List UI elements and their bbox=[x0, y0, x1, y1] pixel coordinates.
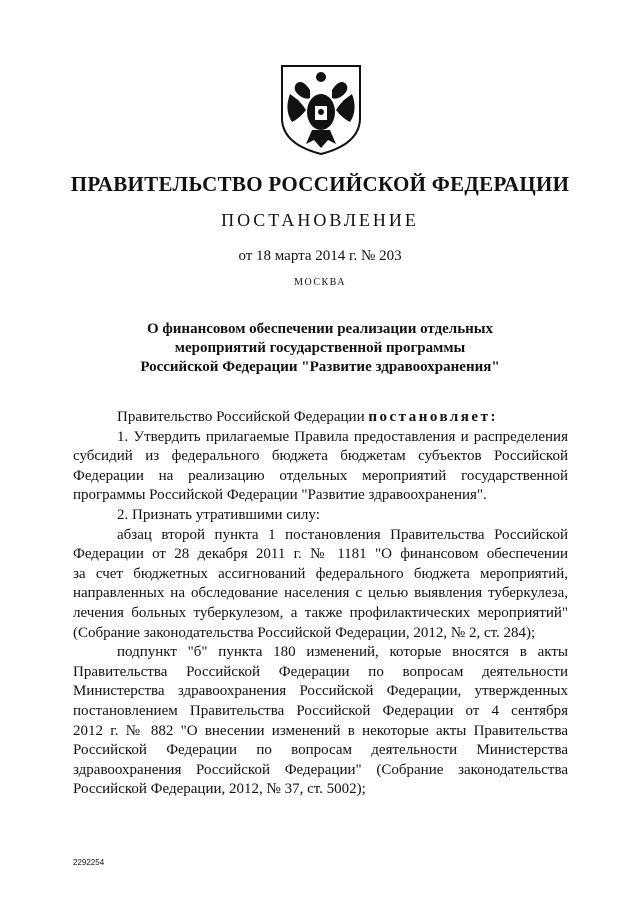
document-code: 2292254 bbox=[73, 858, 105, 867]
document-city: МОСКВА bbox=[294, 277, 346, 288]
intro-text: Правительство Российской Федерации bbox=[117, 409, 369, 425]
paragraph-line: Федерации от 28 декабря 2011 г. № 1181 "О финансовом обеспечении bbox=[73, 546, 568, 563]
paragraph-line: Правительства Российской Федерации по вопросам деятельности bbox=[73, 663, 568, 680]
paragraph-line: (Собрание законодательства Российской Федерации, 2012, № 2, ст. 284); bbox=[73, 624, 536, 641]
document-type: ПОСТАНОВЛЕНИЕ bbox=[221, 210, 419, 230]
document-date-number: от 18 марта 2014 г. № 203 bbox=[238, 248, 402, 264]
paragraph-line: субсидий из федерального бюджета бюджетам субъектов Российской bbox=[73, 448, 568, 465]
paragraph-line: Российской Федерации, 2012, № 37, ст. 5002); bbox=[73, 781, 366, 798]
paragraph-line: Федерации на реализацию отдельных мероприятий государственной bbox=[73, 467, 568, 484]
document-title bbox=[100, 320, 540, 377]
title-line: Российской Федерации "Развитие здравоохранения" bbox=[140, 359, 500, 375]
paragraph-line: Министерства здравоохранения Российской Федерации, утвержденных bbox=[73, 683, 568, 700]
paragraph-line: Российской Федерации по вопросам деятельности Министерства bbox=[73, 742, 568, 759]
paragraph-line: абзац второй пункта 1 постановления Правительства Российской bbox=[117, 526, 568, 543]
paragraph-line: здравоохранения Российской Федерации" (Собрание законодательства bbox=[73, 761, 568, 778]
document-body bbox=[73, 408, 568, 800]
title-line: О финансовом обеспечении реализации отдельных bbox=[146, 321, 494, 337]
paragraph-line: лечения больных туберкулезом, а также профилактических мероприятий" bbox=[73, 604, 568, 621]
decree-intro bbox=[73, 408, 568, 428]
government-name: ПРАВИТЕЛЬСТВО РОССИЙСКОЙ ФЕДЕРАЦИИ bbox=[70, 172, 570, 196]
paragraph-line: постановлением Правительства Российской Федерации от 4 сентября bbox=[73, 702, 568, 719]
paragraph-line: программы Российской Федерации "Развитие здравоохранения". bbox=[73, 487, 487, 504]
paragraph-line: 2012 г. № 882 "О внесении изменений в некоторые акты Правительства bbox=[73, 722, 568, 739]
paragraph-line: 2. Признать утратившими силу: bbox=[117, 506, 320, 523]
paragraph-line: 1. Утвердить прилагаемые Правила предоставления и распределения bbox=[117, 428, 568, 445]
title-line: мероприятий государственной программы bbox=[174, 340, 466, 356]
paragraph-line: за счет бюджетных ассигнований федерального бюджета мероприятий, bbox=[73, 565, 568, 582]
paragraph-line: направленных на обследование населения с целью выявления туберкулеза, bbox=[73, 585, 568, 602]
decree-word: постановляет: bbox=[368, 409, 498, 425]
coat-of-arms-icon bbox=[276, 60, 366, 156]
paragraph-line: подпункт "б" пункта 180 изменений, которые вносятся в акты bbox=[117, 644, 568, 661]
